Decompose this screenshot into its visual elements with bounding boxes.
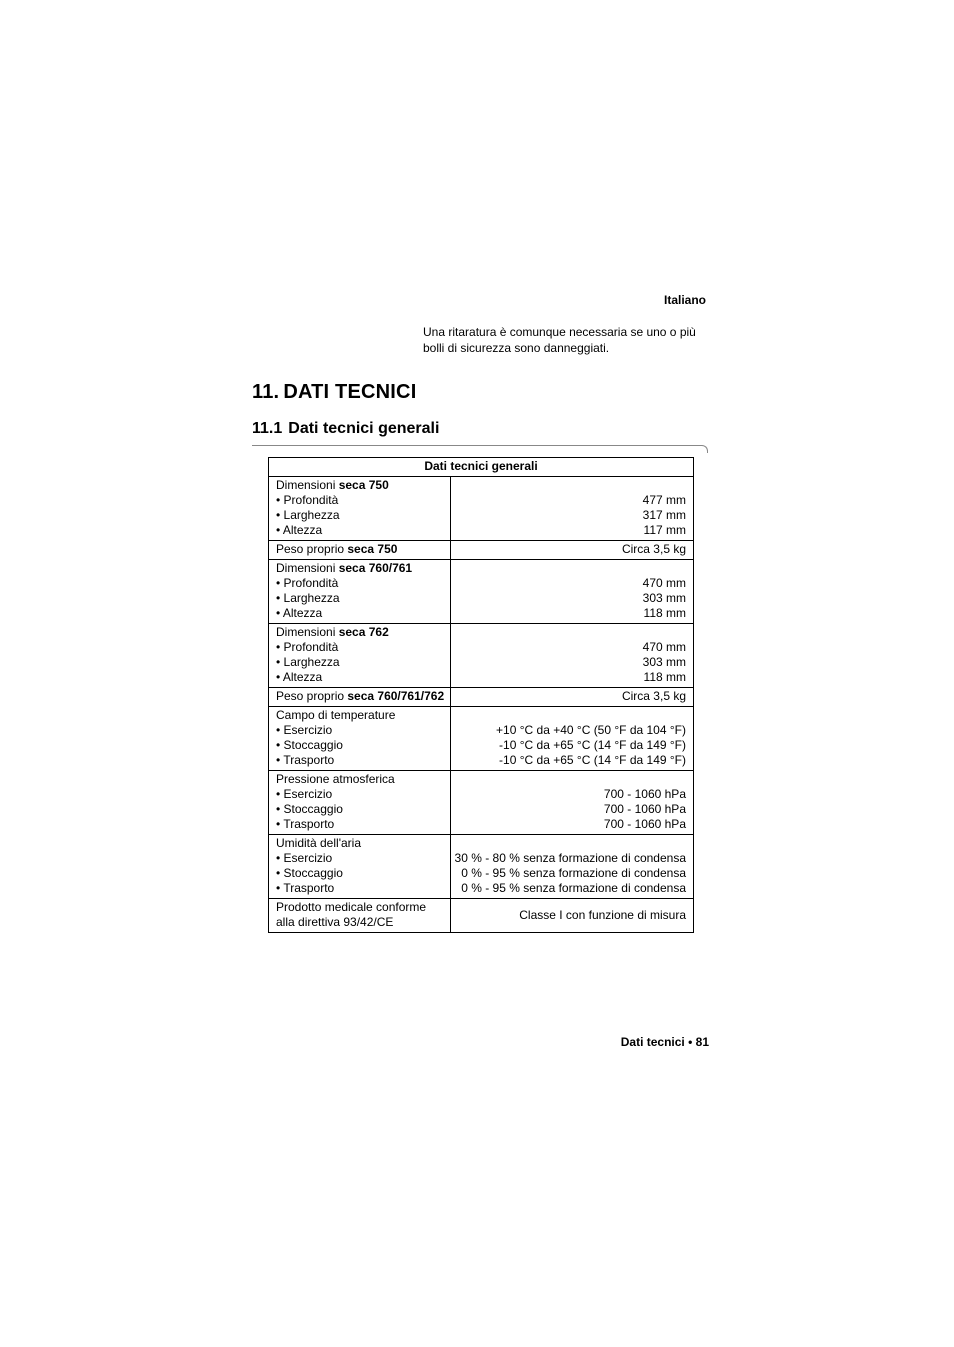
- table-row: [269, 771, 694, 835]
- row-item: • Altezza: [276, 606, 323, 620]
- row-value: 0 % - 95 % senza formazione di condensa: [461, 881, 686, 895]
- table-title: Dati tecnici generali: [269, 458, 694, 477]
- language-label: Italiano: [663, 293, 706, 307]
- row-value: 303 mm: [642, 655, 686, 669]
- row-label-cell: [269, 835, 451, 899]
- row-item: • Profondità: [276, 576, 339, 590]
- row-item: • Esercizio: [276, 723, 333, 737]
- row-value: -10 °C da +65 °C (14 °F da 149 °F): [499, 738, 686, 752]
- row-item: • Larghezza: [276, 508, 340, 522]
- table-row: [269, 899, 694, 933]
- row-label: Campo di temperature: [276, 708, 396, 722]
- row-value-cell: [450, 707, 693, 771]
- heading-rule: [252, 445, 702, 446]
- row-value: 700 - 1060 hPa: [603, 802, 686, 816]
- row-value: -10 °C da +65 °C (14 °F da 149 °F): [499, 753, 686, 767]
- row-value: 700 - 1060 hPa: [603, 817, 686, 831]
- table-row: [269, 707, 694, 771]
- table-row: [269, 624, 694, 688]
- heading-rule-end: [701, 445, 708, 453]
- intro-paragraph: Una ritaratura è comunque necessaria se uno o più bolli di sicurezza sono danneggiati.: [423, 325, 696, 355]
- row-item: • Trasporto: [276, 817, 335, 831]
- row-value: 317 mm: [642, 508, 686, 522]
- subsection-number: 11.1: [252, 420, 283, 437]
- row-value-cell: [450, 541, 693, 560]
- row-label-cell: [269, 899, 451, 933]
- row-item: • Esercizio: [276, 851, 333, 865]
- row-value: 700 - 1060 hPa: [603, 787, 686, 801]
- row-item: • Trasporto: [276, 753, 335, 767]
- row-item: • Profondità: [276, 640, 339, 654]
- row-label: Peso proprio seca 750: [276, 542, 398, 556]
- section-heading: [252, 381, 416, 404]
- row-item: • Stoccaggio: [276, 738, 343, 752]
- table-row: [269, 541, 694, 560]
- row-item: • Stoccaggio: [276, 802, 343, 816]
- row-item: • Larghezza: [276, 655, 340, 669]
- row-value: Circa 3,5 kg: [621, 689, 686, 703]
- table-row: [269, 835, 694, 899]
- row-value-cell: [450, 688, 693, 707]
- row-label: Peso proprio seca 760/761/762: [276, 689, 445, 703]
- row-label-cell: [269, 477, 451, 541]
- row-item: • Larghezza: [276, 591, 340, 605]
- table-row: [269, 560, 694, 624]
- row-label: Prodotto medicale conforme alla direttiva 93/42/CE: [276, 900, 427, 929]
- row-value: +10 °C da +40 °C (50 °F da 104 °F): [496, 723, 686, 737]
- row-value: 117 mm: [643, 523, 686, 537]
- row-value: 470 mm: [642, 640, 686, 654]
- table-row: [269, 688, 694, 707]
- row-item: • Altezza: [276, 670, 323, 684]
- row-label: Dimensioni seca 760/761: [276, 561, 413, 575]
- row-value: 470 mm: [642, 576, 686, 590]
- table-row: [269, 477, 694, 541]
- subsection-heading: [252, 420, 439, 438]
- row-value: Classe I con funzione di misura: [519, 907, 686, 922]
- row-value: 118 mm: [643, 606, 686, 620]
- row-item: • Esercizio: [276, 787, 333, 801]
- section-title: DATI TECNICI: [283, 381, 417, 403]
- row-label-cell: [269, 707, 451, 771]
- row-value: 118 mm: [643, 670, 686, 684]
- row-label: Umidità dell'aria: [276, 836, 361, 850]
- row-item: • Profondità: [276, 493, 339, 507]
- subsection-title: Dati tecnici generali: [288, 420, 440, 437]
- row-value: Circa 3,5 kg: [621, 542, 686, 556]
- table-header-row: [269, 458, 694, 477]
- specs-table: [268, 457, 694, 933]
- row-label: Pressione atmosferica: [276, 772, 395, 786]
- row-value: 30 % - 80 % senza formazione di condensa: [454, 851, 686, 865]
- row-value-cell: [450, 477, 693, 541]
- page-footer: Dati tecnici • 81: [620, 1035, 709, 1049]
- section-number: 11.: [252, 381, 280, 403]
- row-value-cell: [450, 771, 693, 835]
- row-value-cell: [450, 560, 693, 624]
- row-label: Dimensioni seca 762: [276, 625, 389, 639]
- row-value-cell: [450, 624, 693, 688]
- row-value: 0 % - 95 % senza formazione di condensa: [461, 866, 686, 880]
- row-label-cell: [269, 688, 451, 707]
- row-label: Dimensioni seca 750: [276, 478, 389, 492]
- row-label-cell: [269, 624, 451, 688]
- row-value-cell: [450, 835, 693, 899]
- row-label-cell: [269, 541, 451, 560]
- row-value-cell: [450, 899, 693, 933]
- row-value: 477 mm: [642, 493, 686, 507]
- row-item: • Trasporto: [276, 881, 335, 895]
- row-item: • Stoccaggio: [276, 866, 343, 880]
- row-value: 303 mm: [642, 591, 686, 605]
- row-label-cell: [269, 771, 451, 835]
- row-label-cell: [269, 560, 451, 624]
- row-item: • Altezza: [276, 523, 323, 537]
